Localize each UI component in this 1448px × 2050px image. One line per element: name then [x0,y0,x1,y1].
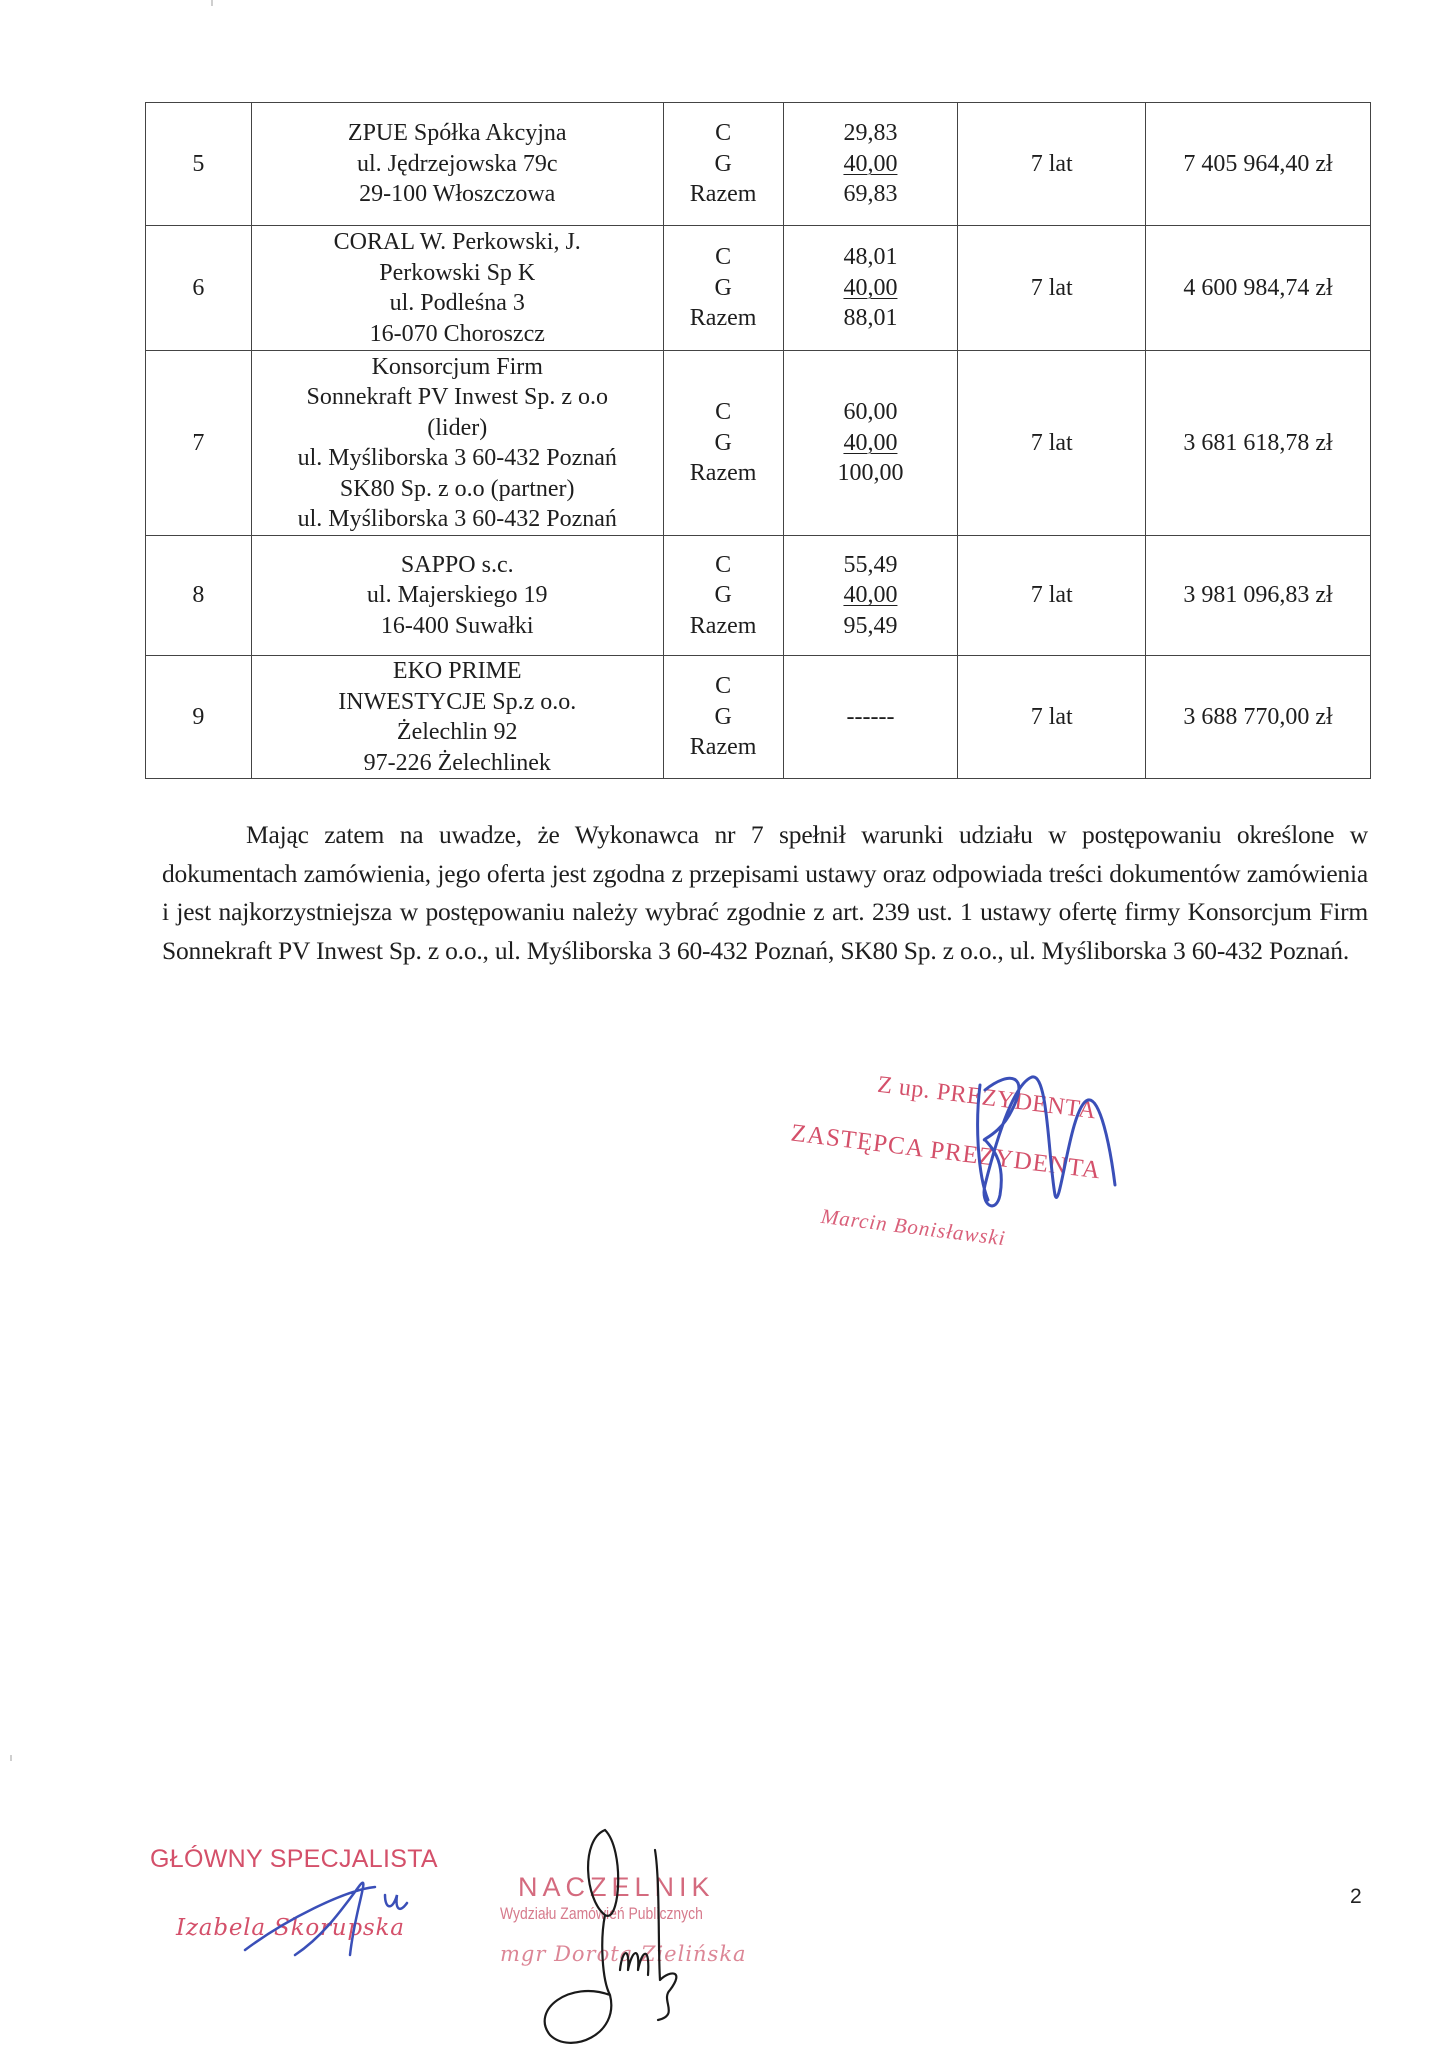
stamp-deputy-line: ZASTĘPCA PREZYDENTA [789,1119,1103,1185]
contractor-line: 29-100 Włoszczowa [359,181,556,208]
contractor-line: (lider) [427,414,488,441]
points-value: 40,00 [843,274,898,301]
criterion-label: G [714,703,732,730]
points-value: 88,01 [843,305,898,332]
contractor-cell [251,351,663,536]
offer-number-cell [146,103,252,226]
contractor-cell [251,226,663,351]
chief-name: mgr Dorota Zielińska [500,1942,747,1966]
criterion-label: Razem [689,305,757,332]
chief-signature-icon [510,1820,730,2050]
warranty-term-cell [958,536,1146,656]
contractor-line: 16-070 Choroszcz [369,320,545,347]
contractor-line: Żelechlin 92 [396,719,518,745]
points-cell [783,351,958,536]
contractor-cell [251,536,663,656]
points-value: 40,00 [843,150,898,177]
criterion-label: C [715,551,732,578]
contractor-line: ul. Myśliborska 3 60-432 Poznań [297,506,617,532]
price-cell [1146,536,1371,656]
offer-number-cell [146,226,252,351]
criterion-label: Razem [689,612,757,639]
criteria-cell [663,656,783,779]
criterion-label: Razem [689,181,757,208]
contractor-line: SAPPO s.c. [400,551,514,578]
specialist-title: GŁÓWNY SPECJALISTA [150,1845,438,1873]
offers-table [145,102,1371,779]
page-number: 2 [1350,1885,1362,1908]
stamp-authorization-line: Z up. PREZYDENTA [875,1071,1098,1125]
specialist-name: Izabela Skorupska [176,1915,405,1941]
contractor-line: INWESTYCJE Sp.z o.o. [338,688,577,715]
contractor-cell [251,103,663,226]
offer-number: 8 [192,582,205,609]
offer-price: 3 981 096,83 zł [1183,582,1333,609]
points-value: 40,00 [843,582,898,609]
contractor-line: 97-226 Żelechlinek [363,749,551,776]
points-cell [783,656,958,779]
criteria-cell [663,351,783,536]
offer-number: 9 [192,703,205,730]
points-value: 100,00 [837,460,904,487]
warranty-term: 7 lat [1030,703,1073,730]
offers-table-body [146,103,1371,779]
price-cell [1146,351,1371,536]
points-cell [783,536,958,656]
contractor-line: SK80 Sp. z o.o (partner) [339,475,575,502]
contractor-line: CORAL W. Perkowski, J. [333,229,581,255]
criteria-cell [663,103,783,226]
table-row [146,536,1371,656]
specialist-stamp [150,1845,438,1941]
chief-title: NACZELNIK [518,1872,715,1902]
table-row [146,656,1371,779]
criterion-label: G [714,274,732,301]
offer-number: 7 [192,429,205,456]
points-placeholder: ------ [846,703,895,730]
points-cell [783,103,958,226]
decision-paragraph [162,816,1368,970]
offer-price: 3 688 770,00 zł [1183,703,1333,730]
president-stamp [773,1060,1157,1322]
contractor-line: ul. Podleśna 3 [389,290,525,316]
price-cell [1146,226,1371,351]
criterion-label: C [715,244,732,271]
decision-text: Mając zatem na uwadze, że Wykonawca nr 7 spełnił warunki udziału w postępowaniu określone w dokumentach zamówienia, jego oferta jest zgodna z przepisami ustawy oraz odpowiada treści dokumentów zamówienia i jest najkorzystniejsza w postępowaniu należy wybrać zgodnie z art. 239 ust. 1 ustawy ofertę firmy Konsorcjum Firm Sonnekraft PV Inwest Sp. z o.o., ul. Myśliborska 3 60-432 Poznań, SK80 Sp. z o.o., ul. Myśliborska 3 60-432 Poznań. [162,820,1368,965]
points-value: 29,83 [843,120,898,147]
points-value: 55,49 [843,551,898,578]
criterion-label: C [715,673,732,700]
warranty-term: 7 lat [1030,150,1073,177]
warranty-term-cell [958,103,1146,226]
warranty-term-cell [958,656,1146,779]
stamp-name: Marcin Bonisławski [819,1203,1008,1251]
points-value: 60,00 [843,399,898,426]
offer-price: 7 405 964,40 zł [1183,150,1333,177]
criteria-cell [663,226,783,351]
table-row [146,103,1371,226]
warranty-term: 7 lat [1030,429,1073,456]
criterion-label: C [715,120,732,147]
criterion-label: Razem [689,734,757,761]
contractor-line: Konsorcjum Firm [371,353,543,380]
warranty-term-cell [958,226,1146,351]
scan-artifact [211,0,213,6]
criterion-label: G [714,429,732,456]
criteria-cell [663,536,783,656]
warranty-term: 7 lat [1030,582,1073,609]
chief-department: Wydziału Zamówień Publicznych [500,1904,703,1923]
offer-price: 3 681 618,78 zł [1183,429,1333,456]
warranty-term-cell [958,351,1146,536]
contractor-line: Sonnekraft PV Inwest Sp. z o.o [306,384,609,410]
contractor-line: ul. Jędrzejowska 79c [356,150,558,177]
criterion-label: C [715,399,732,426]
offer-number: 6 [192,274,205,301]
offer-price: 4 600 984,74 zł [1183,274,1333,301]
contractor-line: EKO PRIME [392,658,522,684]
contractor-cell [251,656,663,779]
contractor-line: 16-400 Suwałki [380,612,534,639]
table-row [146,351,1371,536]
price-cell [1146,103,1371,226]
contractor-line: ul. Majerskiego 19 [366,582,548,609]
contractor-line: Perkowski Sp K [379,259,536,286]
points-value: 69,83 [843,181,898,208]
offer-number-cell [146,536,252,656]
points-value: 48,01 [843,244,898,271]
price-cell [1146,656,1371,779]
table-row [146,226,1371,351]
offer-number-cell [146,656,252,779]
points-value: 95,49 [843,612,898,639]
offer-number: 5 [192,150,205,177]
scan-artifact [10,1755,12,1761]
points-cell [783,226,958,351]
offer-number-cell [146,351,252,536]
warranty-term: 7 lat [1030,274,1073,301]
criterion-label: G [714,150,732,177]
contractor-line: ZPUE Spółka Akcyjna [347,120,567,147]
contractor-line: ul. Myśliborska 3 60-432 Poznań [297,445,617,471]
criterion-label: G [714,582,732,609]
criterion-label: Razem [689,460,757,487]
points-value: 40,00 [843,429,898,456]
